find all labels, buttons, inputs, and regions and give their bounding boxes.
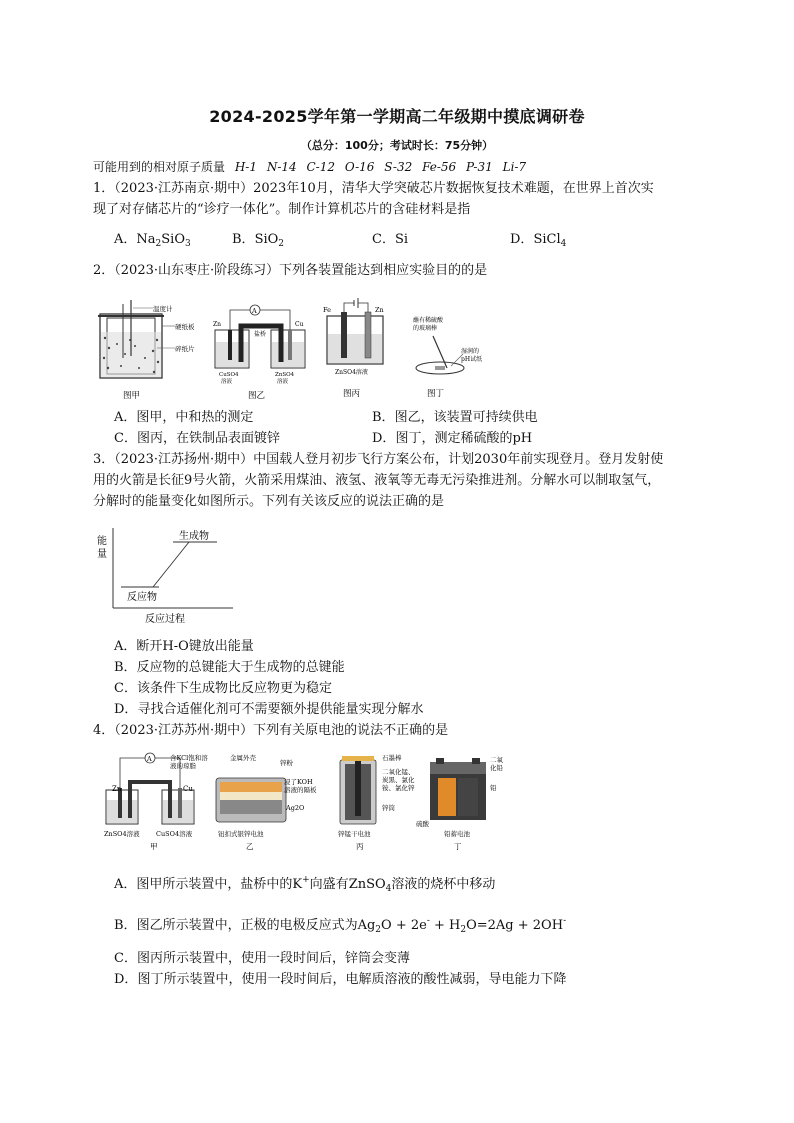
- page-title: 2024-2025学年第一学期高二年级期中摸底调研卷: [209, 107, 585, 126]
- label: 金属外壳: [230, 754, 256, 762]
- label: 硫酸: [416, 820, 429, 828]
- label: 浸了KOH: [284, 778, 313, 786]
- q2-stem: [93, 262, 487, 280]
- q2-option-d[interactable]: D．图丁，测定稀硫酸的pH: [372, 431, 533, 446]
- q1-option-b[interactable]: B．SiO$_2$: [232, 232, 285, 249]
- label: A: [252, 307, 257, 315]
- q3-source: （2023·江苏扬州·期中）: [114, 452, 254, 467]
- label: 锌锰干电池: [338, 830, 371, 838]
- q2-fig-jia: [98, 300, 195, 401]
- q2-text: 下列各装置能达到相应实验目的的是: [279, 263, 488, 278]
- reactant-label: 反应物: [127, 592, 157, 603]
- label: 硬纸板: [175, 323, 195, 331]
- q3-stem-line-3: 分解时的能量变化如图所示。下列有关该反应的说法正确的是: [93, 494, 445, 509]
- atomic-mass-item: N-14: [266, 160, 297, 174]
- label: 盐桥: [254, 331, 267, 338]
- label: 的玻璃棒: [413, 325, 438, 332]
- q3-option-d[interactable]: D．寻找合适催化剂可不需要额外提供能量实现分解水: [114, 702, 424, 717]
- q4-fig-yi: [216, 753, 317, 851]
- caption: 图乙: [248, 391, 266, 401]
- label: Cu: [295, 321, 304, 328]
- q2-fig-ding: [413, 316, 482, 399]
- caption: 丙: [356, 842, 364, 851]
- label: 铵、氯化锌: [382, 784, 415, 792]
- label: 液的琼脂: [170, 762, 196, 770]
- q1-option-d[interactable]: D．SiCl$_4$: [510, 232, 567, 249]
- y-axis-label: 能: [97, 536, 107, 547]
- q2-option-c[interactable]: C．图丙，在铁制品表面镀锌: [114, 431, 280, 446]
- equation: $Ag_2O + 2e^- + H_2O=2Ag + 2OH^-$: [357, 916, 567, 935]
- atomic-mass-item: S-32: [384, 160, 413, 174]
- label: 溶液: [221, 379, 233, 385]
- x-axis-label: 反应过程: [145, 614, 185, 625]
- label: ZnSO4溶液: [104, 830, 140, 838]
- q4-fig-ding: [416, 755, 504, 851]
- label: 二氧化锰、: [382, 768, 415, 776]
- q4-option-d[interactable]: D．图丁所示装置中，使用一段时间后，电解质溶液的酸性减弱，导电能力下降: [114, 972, 567, 987]
- formula: $Na_2SiO_3$: [136, 232, 191, 249]
- q4-option-b[interactable]: B．图乙所示装置中，正极的电极反应式为$Ag_2O + 2e^- + H_2O=2Ag + 2OH^-$: [114, 916, 567, 935]
- label: 锌粉: [280, 759, 293, 767]
- ion: K+: [292, 875, 310, 892]
- label: 碎纸片: [175, 345, 195, 353]
- q4-stem: [93, 722, 448, 740]
- q3-energy-diagram: [93, 522, 243, 626]
- caption: 甲: [150, 842, 158, 851]
- atomic-mass-label: 可能用到的相对原子质量: [93, 160, 226, 174]
- q1-stem-line-1: [93, 180, 654, 198]
- q4-figure: [100, 748, 530, 854]
- label: 铅: [490, 784, 497, 792]
- label: 溶液的隔板: [284, 786, 317, 794]
- q1-option-a[interactable]: A．$Na_2SiO_3$: [114, 232, 191, 249]
- q3-option-b[interactable]: B．反应物的总键能大于生成物的总键能: [114, 660, 345, 675]
- q4-fig-bing: [338, 753, 415, 851]
- label: pH试纸: [461, 356, 483, 363]
- q4-fig-jia: [104, 753, 208, 851]
- q2-option-a[interactable]: A．图甲，中和热的测定: [114, 410, 254, 425]
- q2-option-b[interactable]: B．图乙，该装置可持续供电: [372, 410, 538, 425]
- atomic-mass-item: H-1: [234, 160, 257, 174]
- atomic-mass-item: P-31: [466, 160, 493, 174]
- label: 炭黑、氯化: [382, 776, 415, 784]
- q3-stem-line-2: 用的火箭是长征9号火箭，火箭采用煤油、液氢、液氧等无毒无污染推进剂。分解水可以制取氢气，: [93, 473, 661, 488]
- label: 化铅: [490, 764, 503, 772]
- label: 石墨棒: [382, 754, 402, 762]
- caption: 丁: [454, 842, 462, 851]
- caption: 图丙: [343, 389, 361, 399]
- q1-stem-line-2: 现了对存储芯片的“诊疗一体化”。制作计算机芯片的含硅材料是指: [93, 202, 471, 217]
- formula: SiO$_2$: [254, 232, 285, 249]
- q3-text-1: 中国载人登月初步飞行方案公布，计划2030年前实现登月。登月发射使: [253, 452, 664, 467]
- label: 锌筒: [382, 804, 395, 812]
- label: 钮扣式银锌电池: [218, 830, 264, 838]
- q2-source: （2023·山东枣庄·阶段练习）: [114, 263, 280, 278]
- q4-number: 4．: [93, 723, 115, 738]
- formula: Si: [394, 232, 409, 247]
- label: 湿润的: [461, 348, 480, 355]
- q4-source: （2023·江苏苏州·期中）: [114, 723, 254, 738]
- atomic-mass-item: O-16: [344, 160, 375, 174]
- label: A: [147, 755, 152, 763]
- label: 铅蓄电池: [444, 830, 470, 838]
- q4-text: 下列有关原电池的说法不正确的是: [253, 723, 449, 738]
- q4-option-c[interactable]: C．图丙所示装置中，使用一段时间后，锌筒会变薄: [114, 951, 410, 966]
- label: 含KCl饱和溶: [170, 754, 208, 762]
- q3-number: 3．: [93, 452, 115, 467]
- atomic-mass-line: [93, 158, 526, 176]
- q2-number: 2．: [93, 263, 115, 278]
- formula: ZnSO$_4$: [348, 877, 392, 894]
- q3-option-a[interactable]: A．断开H-O键放出能量: [114, 639, 254, 654]
- label: ZnSO4溶液: [335, 369, 368, 376]
- label: 温度计: [153, 305, 173, 313]
- y-axis-label: 量: [97, 549, 107, 560]
- q4-option-a[interactable]: A．图甲所示装置中，盐桥中的K+向盛有ZnSO$_4$溶液的烧杯中移动: [114, 875, 496, 894]
- label: 溶液: [277, 379, 289, 385]
- atomic-mass-item: Fe-56: [422, 160, 457, 174]
- label: Fe: [323, 306, 332, 314]
- q2-figure: [95, 296, 510, 404]
- atomic-mass-item: Li-7: [502, 160, 527, 174]
- label: CuSO4: [219, 372, 239, 378]
- caption: 乙: [246, 842, 254, 851]
- label: Zn: [375, 306, 384, 314]
- q1-source: （2023·江苏南京·期中）: [114, 181, 254, 196]
- q2-fig-yi: [213, 305, 305, 401]
- q3-option-c[interactable]: C．该条件下生成物比反应物更为稳定: [114, 681, 332, 696]
- q3-stem-line-1: [93, 451, 663, 469]
- page-subtitle: （总分：100分；考试时长：75分钟）: [300, 139, 494, 152]
- label: 蘸有稀硫酸: [413, 317, 444, 324]
- q2-fig-bing: [323, 298, 384, 399]
- formula: SiCl$_4$: [533, 232, 567, 249]
- product-label: 生成物: [179, 531, 209, 542]
- q1-number: 1．: [93, 181, 115, 196]
- q1-option-c[interactable]: C．Si: [372, 232, 409, 247]
- label: Zn: [213, 321, 222, 328]
- label: 二氧: [490, 756, 503, 764]
- atomic-mass-item: C-12: [306, 160, 335, 174]
- caption: 图丁: [427, 389, 445, 399]
- caption: 图甲: [123, 391, 141, 401]
- q1-text-1: 2023年10月，清华大学突破芯片数据恢复技术难题，在世界上首次实: [253, 181, 654, 196]
- label: Ag2O: [286, 804, 305, 812]
- label: Cu: [183, 785, 193, 793]
- label: ZnSO4: [275, 372, 295, 378]
- label: CuSO4溶液: [156, 830, 193, 838]
- label: Zn: [112, 785, 122, 793]
